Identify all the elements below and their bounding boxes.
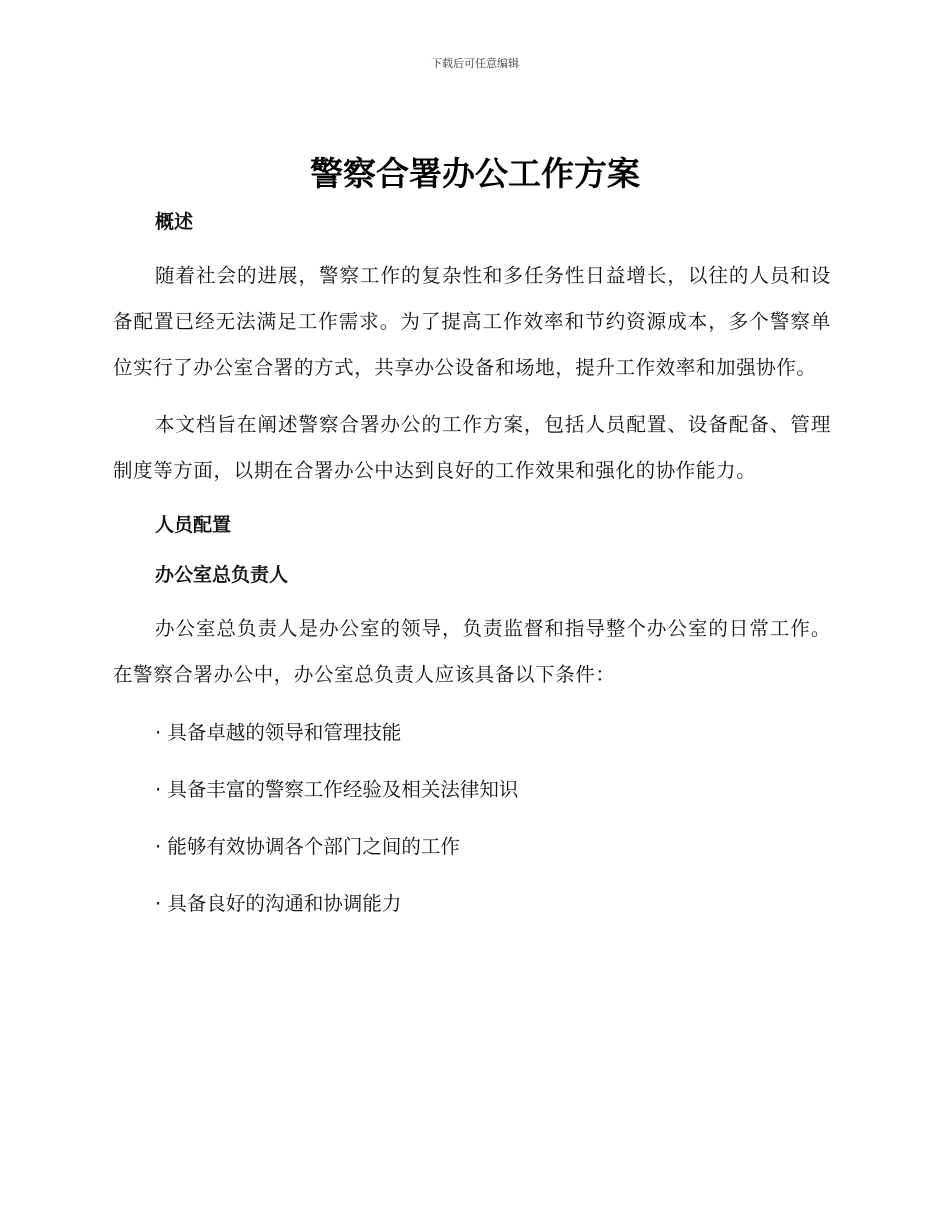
list-item: · 能够有效协调各个部门之间的工作: [155, 834, 460, 858]
list-item: · 具备良好的沟通和协调能力: [155, 891, 402, 915]
document-body: [113, 203, 831, 938]
staffing-heading: 人员配置: [155, 513, 232, 536]
overview-paragraph-1: 随着社会的进展，警察工作的复杂性和多任务性日益增长，以往的人员和设备配置已经无法满足工作需求。为了提高工作效率和节约资源成本，多个警察单位实行了办公室合署的方式，共享办公设备和场地，提升工作效率和加强协作。: [113, 264, 831, 379]
overview-heading: 概述: [155, 211, 194, 233]
page-header-note: 下载后可任意编辑: [431, 57, 519, 70]
requirements-list: [113, 710, 831, 926]
list-item: · 具备丰富的警察工作经验及相关法律知识: [155, 777, 519, 801]
chief-heading: 办公室总负责人: [155, 563, 289, 586]
overview-paragraph-2: 本文档旨在阐述警察合署办公的工作方案，包括人员配置、设备配备、管理制度等方面，以期在合署办公中达到良好的工作效果和强化的协作能力。: [113, 413, 831, 483]
chief-paragraph: 办公室总负责人是办公室的领导，负责监督和指导整个办公室的日常工作。在警察合署办公中，办公室总负责人应该具备以下条件：: [113, 616, 831, 686]
list-item: · 具备卓越的领导和管理技能: [155, 720, 402, 744]
page-title: 警察合署办公工作方案: [310, 154, 640, 193]
